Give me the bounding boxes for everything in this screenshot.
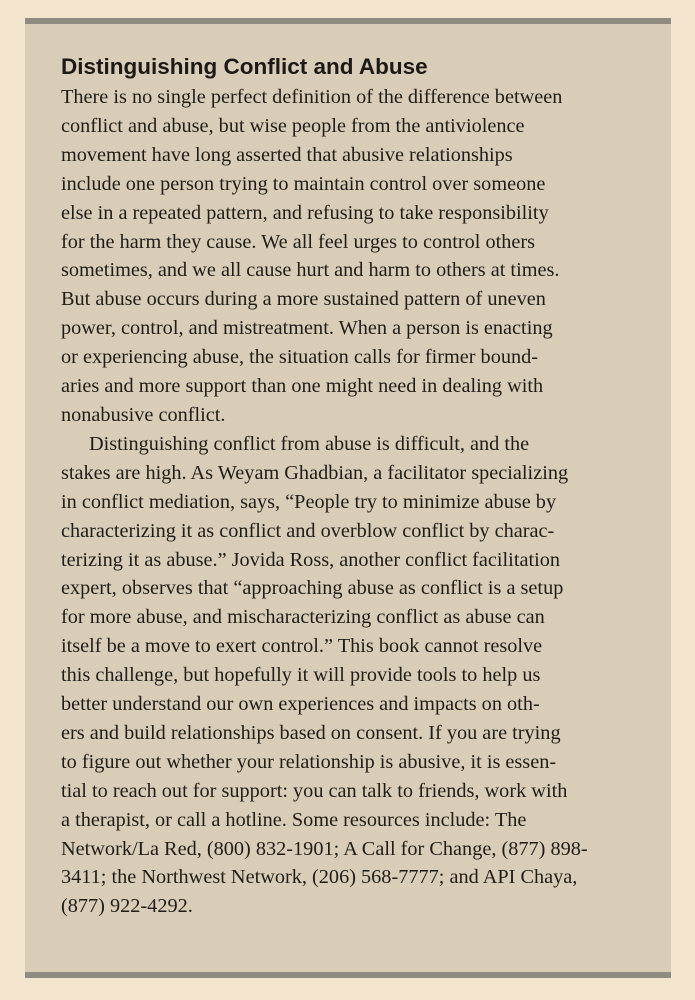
text-line: terizing it as abuse.” Jovida Ross, another conflict facilitation (61, 548, 560, 571)
text-line: aries and more support than one might need in dealing with (61, 375, 544, 398)
text-line: conflict and abuse, but wise people from the antiviolence (61, 114, 525, 137)
text-line: nonabusive conflict. (61, 403, 226, 426)
text-line: for more abuse, and mischaracterizing conflict as abuse can (61, 606, 545, 629)
text-line: But abuse occurs during a more sustained pattern of uneven (61, 288, 546, 311)
text-line: sometimes, and we all cause hurt and harm to others at times. (61, 259, 560, 282)
text-line: to figure out whether your relationship is abusive, it is essen- (61, 750, 557, 773)
text-line: (877) 922-4292. (61, 895, 193, 918)
text-line: ers and build relationships based on consent. If you are trying (61, 721, 561, 744)
text-line: for the harm they cause. We all feel urges to control others (61, 230, 536, 253)
text-line: or experiencing abuse, the situation calls for firmer bound- (61, 346, 539, 369)
paragraph-2 (61, 430, 641, 921)
text-line: else in a repeated pattern, and refusing to take responsibility (61, 201, 549, 224)
text-line: in conflict mediation, says, “People try to minimize abuse by (61, 490, 557, 513)
text-line: itself be a move to exert control.” This book cannot resolve (61, 635, 543, 658)
sidebar-title: Distinguishing Conflict and Abuse (61, 54, 428, 79)
text-line: power, control, and mistreatment. When a person is enacting (61, 317, 553, 340)
text-line: Network/La Red, (800) 832-1901; A Call for Change, (877) 898- (61, 837, 588, 860)
text-line: this challenge, but hopefully it will provide tools to help us (61, 664, 541, 687)
text-line: better understand our own experiences and impacts on oth- (61, 693, 540, 716)
text-line: 3411; the Northwest Network, (206) 568-7777; and API Chaya, (61, 866, 578, 889)
text-line: movement have long asserted that abusive relationships (61, 143, 513, 166)
text-line: include one person trying to maintain control over someone (61, 172, 546, 195)
sidebar-content (61, 54, 641, 921)
text-line: There is no single perfect definition of the difference between (61, 86, 563, 108)
text-line: expert, observes that “approaching abuse as conflict is a setup (61, 577, 564, 600)
sidebar-box (25, 18, 671, 978)
paragraph-1 (61, 83, 641, 430)
text-line: Distinguishing conflict from abuse is difficult, and the (89, 432, 530, 455)
text-line: tial to reach out for support: you can talk to friends, work with (61, 779, 568, 802)
text-line: a therapist, or call a hotline. Some resources include: The (61, 808, 527, 831)
text-line: stakes are high. As Weyam Ghadbian, a facilitator specializing (61, 461, 569, 484)
text-line: characterizing it as conflict and overblow conflict by charac- (61, 519, 555, 542)
